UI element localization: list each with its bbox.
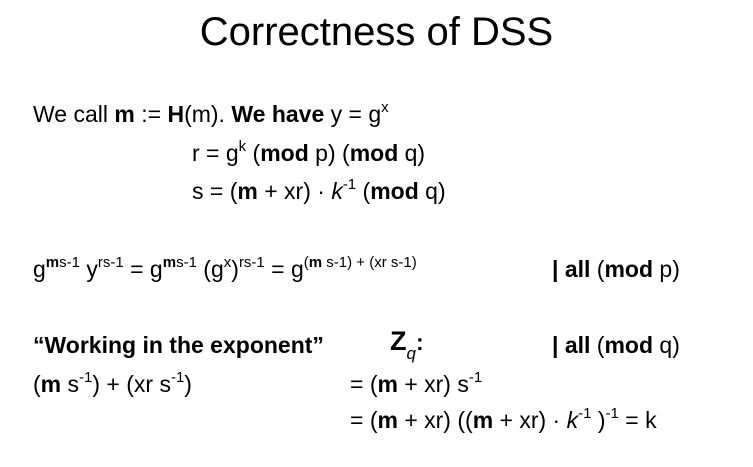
mod-q-close: q): [398, 140, 426, 166]
rhs-line-2: [350, 405, 657, 435]
xr-term: ) + (xr s: [92, 371, 171, 397]
r-equation-line: [192, 138, 425, 168]
mod-keyword: mod: [604, 256, 654, 282]
all-keyword: all: [564, 256, 591, 282]
mod-p-close: p) (: [308, 140, 350, 166]
mod-keyword: mod: [604, 332, 654, 358]
exponent-text: s-1: [59, 254, 80, 271]
bar-symbol: |: [552, 332, 565, 358]
mod-p-close: p): [653, 256, 680, 282]
exponent-text: rs-1: [97, 254, 124, 271]
q-subscript: q: [406, 344, 416, 363]
mod-q-close: q): [653, 332, 680, 358]
lhs-expression: [33, 369, 192, 399]
exponent-text: s-1) + (xr s-1): [322, 254, 417, 271]
we-call-text: We call: [33, 101, 115, 127]
paren-close: ): [184, 371, 192, 397]
m-symbol: m: [377, 407, 398, 433]
paren-open: (: [356, 178, 371, 204]
mod-keyword: mod: [370, 178, 419, 204]
m-symbol: m: [237, 178, 258, 204]
m-symbol: m: [308, 254, 323, 271]
exponent-text: x: [223, 254, 232, 271]
defeq-symbol: :=: [134, 101, 168, 127]
r-exponent: k: [238, 138, 247, 155]
g-base: g: [33, 256, 46, 282]
equals-paren: = (: [350, 407, 378, 433]
paren-close: ): [591, 407, 606, 433]
bar-symbol: |: [552, 256, 565, 282]
paren-open: (: [590, 332, 605, 358]
r-equation: r = g: [192, 140, 239, 166]
s-symbol: s: [61, 371, 80, 397]
equals-k: = k: [618, 407, 657, 433]
mod-keyword: mod: [349, 140, 399, 166]
equals-paren: = (: [350, 371, 378, 397]
we-have-text: We have: [231, 101, 325, 127]
m-symbol: m: [377, 371, 398, 397]
all-mod-p-note: [552, 254, 680, 284]
exponent-identity-line: [33, 254, 417, 284]
inverse-exponent: -1: [468, 369, 483, 386]
inverse-exponent: -1: [578, 405, 592, 422]
colon: :: [415, 329, 424, 355]
mod-keyword: mod: [260, 140, 309, 166]
z-symbol: Z: [390, 326, 407, 356]
hash-arg: (m).: [184, 101, 232, 127]
y-exponent: x: [381, 99, 389, 116]
slide-title: Correctness of DSS: [199, 10, 554, 54]
zq-group: [390, 326, 424, 363]
k-symbol: k: [566, 407, 579, 433]
paren-open: (: [303, 254, 309, 271]
g-base: (g: [196, 256, 224, 282]
m-symbol: m: [114, 101, 135, 127]
paren-close: ): [231, 256, 239, 282]
xr-term: + xr) s: [397, 371, 469, 397]
exponent-text: s-1: [176, 254, 197, 271]
xr-term: + xr) ((: [397, 407, 473, 433]
g-base: = g: [264, 256, 304, 282]
s-equation: s = (: [192, 178, 238, 204]
all-mod-q-note: [552, 330, 680, 360]
inverse-exponent: -1: [605, 405, 619, 422]
paren-open: (: [33, 371, 41, 397]
mod-q-close: q): [418, 178, 446, 204]
working-in-exponent-label: “Working in the exponent”: [33, 332, 324, 358]
m-symbol: m: [45, 254, 60, 271]
g-base: = g: [123, 256, 163, 282]
m-symbol: m: [472, 407, 494, 433]
hash-symbol: H: [167, 101, 185, 127]
definition-line: [33, 99, 389, 129]
paren-open: (: [590, 256, 605, 282]
m-symbol: m: [40, 371, 62, 397]
m-symbol: m: [162, 254, 177, 271]
xr-term: + xr) ·: [493, 407, 567, 433]
rhs-line-1: [350, 369, 482, 399]
y-equation: y = g: [324, 101, 382, 127]
inverse-exponent: -1: [170, 369, 185, 386]
all-keyword: all: [564, 332, 591, 358]
inverse-exponent: -1: [79, 369, 93, 386]
inverse-exponent: -1: [342, 176, 357, 193]
s-equation-line: [192, 176, 446, 206]
k-symbol: k: [331, 178, 343, 204]
xr-term: + xr) ·: [257, 178, 332, 204]
paren-open: (: [246, 140, 261, 166]
y-base: y: [79, 256, 98, 282]
exponent-text: rs-1: [238, 254, 265, 271]
